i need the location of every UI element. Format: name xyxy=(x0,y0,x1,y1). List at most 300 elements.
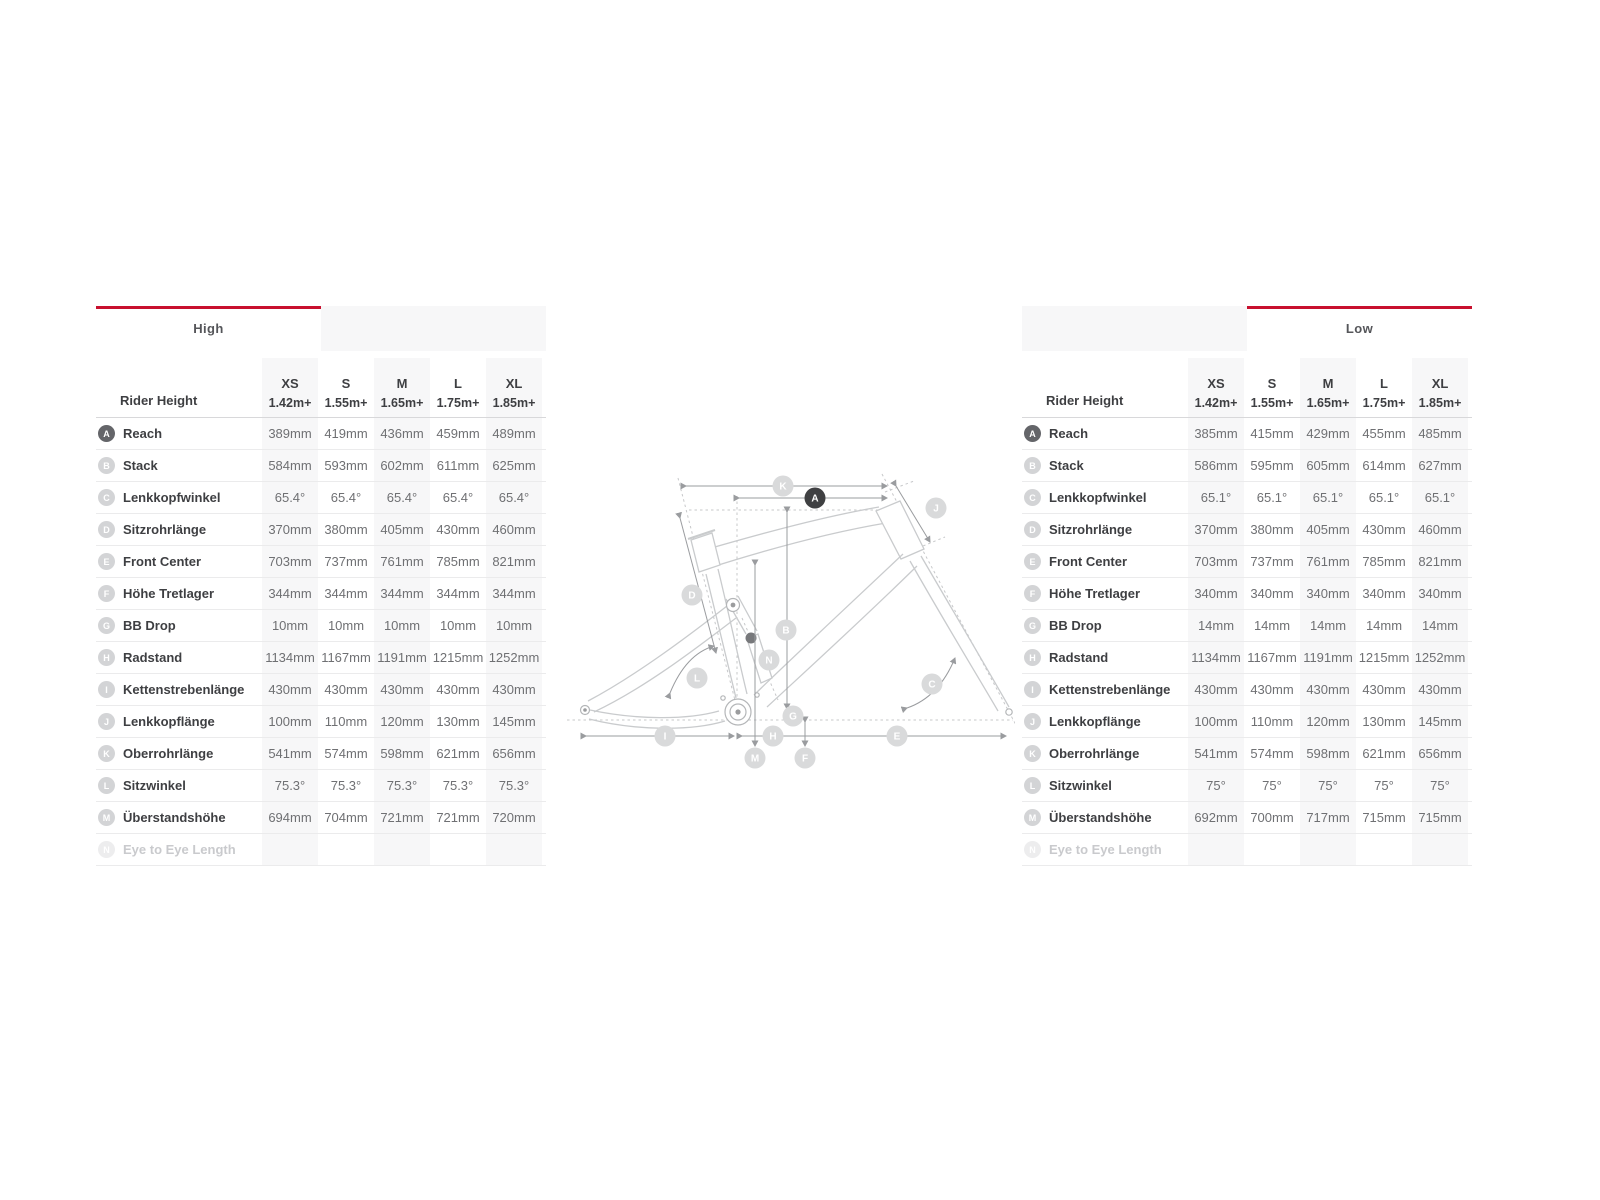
diagram-marker-h xyxy=(763,726,784,747)
value-cell: 717mm xyxy=(1300,802,1356,833)
value-cell: 65.1° xyxy=(1368,490,1400,505)
rider-height-header-cell xyxy=(1022,358,1188,417)
value-cell: 75° xyxy=(1262,778,1282,793)
svg-text:M: M xyxy=(750,753,760,765)
value-cell: 385mm xyxy=(1188,418,1244,449)
value-cell: 430mm xyxy=(1362,522,1406,537)
diagram-marker-n xyxy=(759,650,780,671)
geometry-row-j[interactable] xyxy=(1022,706,1472,738)
row-label-cell xyxy=(96,674,262,705)
value-cell: 694mm xyxy=(262,802,318,833)
value-cell: 65.1° xyxy=(1256,490,1288,505)
value-cell: 340mm xyxy=(1250,586,1294,601)
row-label: Oberrohrlänge xyxy=(123,746,214,761)
geometry-row-k[interactable] xyxy=(96,738,546,770)
value-cell xyxy=(374,834,430,865)
value-cell: 370mm xyxy=(262,514,318,545)
svg-text:B: B xyxy=(782,625,790,637)
row-letter-badge: M xyxy=(1024,809,1041,826)
row-letter-badge: F xyxy=(1024,585,1041,602)
value-cell: 455mm xyxy=(1362,426,1406,441)
row-label: Front Center xyxy=(123,554,201,569)
row-letter-badge: E xyxy=(1024,553,1041,570)
value-cell: 574mm xyxy=(324,746,368,761)
rider-height-value: 1.55m+ xyxy=(1250,396,1294,410)
value-cell xyxy=(430,834,486,865)
value-cell: 75.3° xyxy=(486,770,542,801)
tab-high[interactable] xyxy=(96,306,321,351)
row-letter-badge: H xyxy=(98,649,115,666)
row-letter-badge: I xyxy=(98,681,115,698)
row-letter-badge: K xyxy=(1024,745,1041,762)
tab-high-collapsed[interactable] xyxy=(1022,306,1247,351)
value-cell xyxy=(1188,834,1244,865)
row-label: Radstand xyxy=(1049,650,1109,665)
tab-low-label: Low xyxy=(1345,321,1374,336)
row-label-cell xyxy=(1022,770,1188,801)
svg-text:H: H xyxy=(769,731,777,743)
geometry-row-a[interactable] xyxy=(96,418,546,450)
value-cell: 602mm xyxy=(374,450,430,481)
value-cell: 1134mm xyxy=(262,642,318,673)
value-cell: 761mm xyxy=(374,546,430,577)
geometry-table-low xyxy=(1022,306,1472,866)
value-cell: 430mm xyxy=(436,682,480,697)
value-cell: 715mm xyxy=(1412,802,1468,833)
rider-height-value: 1.75m+ xyxy=(1362,396,1406,410)
value-cell: 656mm xyxy=(486,738,542,769)
geometry-row-e[interactable] xyxy=(96,546,546,578)
value-cell: 598mm xyxy=(1300,738,1356,769)
value-cell: 130mm xyxy=(1362,714,1406,729)
value-cell: 430mm xyxy=(436,522,480,537)
size-label: M xyxy=(396,376,408,391)
value-cell: 75.3° xyxy=(262,770,318,801)
row-label-cell xyxy=(96,770,262,801)
row-label-cell xyxy=(1022,578,1188,609)
value-cell: 785mm xyxy=(1362,554,1406,569)
bike-geometry-diagram xyxy=(565,448,1015,778)
row-label: Sitzrohrlänge xyxy=(1049,522,1133,537)
row-label: Sitzrohrlänge xyxy=(123,522,207,537)
value-cell: 14mm xyxy=(1188,610,1244,641)
row-label: Lenkkopflänge xyxy=(1049,714,1141,729)
value-cell: 344mm xyxy=(324,586,368,601)
size-label: XL xyxy=(1431,376,1449,391)
size-label: L xyxy=(454,376,462,391)
setting-tabs xyxy=(96,306,546,351)
rider-height-value: 1.85m+ xyxy=(492,396,536,410)
value-cell: 130mm xyxy=(436,714,480,729)
diagram-marker-c xyxy=(922,674,943,695)
row-label: Lenkkopfwinkel xyxy=(1049,490,1147,505)
value-cell: 459mm xyxy=(436,426,480,441)
value-cell: 430mm xyxy=(1250,682,1294,697)
row-label-cell xyxy=(96,642,262,673)
value-cell: 344mm xyxy=(262,578,318,609)
value-cell: 10mm xyxy=(486,610,542,641)
value-cell: 715mm xyxy=(1362,810,1406,825)
row-label-cell xyxy=(1022,546,1188,577)
svg-text:I: I xyxy=(663,731,667,743)
size-label: XS xyxy=(1207,376,1225,391)
row-label-cell xyxy=(1022,418,1188,449)
value-cell: 1191mm xyxy=(374,642,430,673)
svg-text:J: J xyxy=(933,503,939,515)
row-label: Reach xyxy=(123,426,163,441)
value-cell: 1134mm xyxy=(1188,642,1244,673)
geometry-row-m[interactable] xyxy=(1022,802,1472,834)
size-label: L xyxy=(1380,376,1388,391)
row-label-cell xyxy=(96,802,262,833)
diagram-marker-j xyxy=(926,498,947,519)
geometry-row-n xyxy=(1022,834,1472,866)
row-label-cell xyxy=(96,546,262,577)
row-label-cell xyxy=(1022,674,1188,705)
value-cell: 10mm xyxy=(262,610,318,641)
value-cell: 14mm xyxy=(1412,610,1468,641)
row-label: Lenkkopfwinkel xyxy=(123,490,221,505)
value-cell: 430mm xyxy=(374,674,430,705)
geometry-row-b[interactable] xyxy=(1022,450,1472,482)
row-label: Eye to Eye Length xyxy=(1049,842,1162,857)
size-label: S xyxy=(341,376,351,391)
size-column-header xyxy=(1356,358,1412,417)
frame-diagram-svg xyxy=(565,448,1015,778)
tab-low-collapsed[interactable] xyxy=(321,306,546,351)
row-label: Überstandshöhe xyxy=(1049,810,1152,825)
rider-height-label: Rider Height xyxy=(1046,393,1124,408)
frame-outline xyxy=(588,501,1009,728)
value-cell: 621mm xyxy=(1362,746,1406,761)
geometry-row-h[interactable] xyxy=(1022,642,1472,674)
value-cell: 737mm xyxy=(1250,554,1294,569)
setting-tabs xyxy=(1022,306,1472,351)
svg-text:N: N xyxy=(765,655,773,667)
size-label: M xyxy=(1322,376,1334,391)
value-cell: 344mm xyxy=(436,586,480,601)
geometry-row-l[interactable] xyxy=(96,770,546,802)
value-cell: 704mm xyxy=(324,810,368,825)
row-label-cell xyxy=(1022,450,1188,481)
value-cell: 65.1° xyxy=(1188,482,1244,513)
row-label: Stack xyxy=(1049,458,1084,473)
value-cell: 419mm xyxy=(324,426,368,441)
value-cell: 1252mm xyxy=(486,642,542,673)
value-cell: 65.4° xyxy=(262,482,318,513)
table-header xyxy=(96,358,546,418)
value-cell: 429mm xyxy=(1300,418,1356,449)
size-column-header xyxy=(262,358,318,417)
value-cell: 430mm xyxy=(324,682,368,697)
diagram-marker-g xyxy=(783,706,804,727)
geometry-row-j[interactable] xyxy=(96,706,546,738)
row-letter-badge: B xyxy=(98,457,115,474)
value-cell: 721mm xyxy=(374,802,430,833)
tab-high-label: High xyxy=(193,321,224,336)
row-label: Oberrohrlänge xyxy=(1049,746,1140,761)
value-cell: 584mm xyxy=(262,450,318,481)
value-cell: 737mm xyxy=(324,554,368,569)
table-body xyxy=(96,418,546,866)
rider-height-value: 1.42m+ xyxy=(268,396,312,410)
value-cell: 430mm xyxy=(262,674,318,705)
value-cell xyxy=(1300,834,1356,865)
value-cell: 430mm xyxy=(1300,674,1356,705)
geometry-row-d[interactable] xyxy=(1022,514,1472,546)
value-cell: 340mm xyxy=(1300,578,1356,609)
value-cell: 75° xyxy=(1412,770,1468,801)
value-cell: 65.4° xyxy=(442,490,474,505)
geometry-row-c[interactable] xyxy=(96,482,546,514)
value-cell: 627mm xyxy=(1412,450,1468,481)
value-cell: 430mm xyxy=(1188,674,1244,705)
value-cell: 65.4° xyxy=(486,482,542,513)
value-cell: 656mm xyxy=(1412,738,1468,769)
value-cell: 574mm xyxy=(1250,746,1294,761)
value-cell: 703mm xyxy=(262,546,318,577)
geometry-row-f[interactable] xyxy=(1022,578,1472,610)
svg-text:C: C xyxy=(928,679,936,691)
value-cell: 75.3° xyxy=(374,770,430,801)
size-column-header xyxy=(486,358,542,417)
row-label-cell xyxy=(96,834,262,865)
size-label: XL xyxy=(505,376,523,391)
row-label: BB Drop xyxy=(123,618,176,633)
geometry-row-k[interactable] xyxy=(1022,738,1472,770)
geometry-row-a[interactable] xyxy=(1022,418,1472,450)
rider-height-value: 1.55m+ xyxy=(324,396,368,410)
geometry-row-h[interactable] xyxy=(96,642,546,674)
row-label-cell xyxy=(1022,514,1188,545)
value-cell: 75.3° xyxy=(442,778,474,793)
row-letter-badge: N xyxy=(1024,841,1041,858)
geometry-row-i[interactable] xyxy=(96,674,546,706)
geometry-row-f[interactable] xyxy=(96,578,546,610)
geometry-row-b[interactable] xyxy=(96,450,546,482)
value-cell: 344mm xyxy=(374,578,430,609)
value-cell: 785mm xyxy=(436,554,480,569)
value-cell: 100mm xyxy=(262,706,318,737)
value-cell: 611mm xyxy=(436,458,480,473)
value-cell: 145mm xyxy=(1412,706,1468,737)
value-cell: 10mm xyxy=(327,618,365,633)
value-cell: 593mm xyxy=(324,458,368,473)
value-cell: 405mm xyxy=(1300,514,1356,545)
row-letter-badge: B xyxy=(1024,457,1041,474)
svg-text:K: K xyxy=(779,481,787,493)
value-cell: 110mm xyxy=(1250,714,1294,729)
size-column-header xyxy=(1244,358,1300,417)
svg-text:L: L xyxy=(693,673,701,685)
frame-pivots xyxy=(581,599,1013,726)
svg-text:A: A xyxy=(811,493,819,505)
row-letter-badge: E xyxy=(98,553,115,570)
geometry-row-g[interactable] xyxy=(96,610,546,642)
row-letter-badge: G xyxy=(98,617,115,634)
value-cell: 721mm xyxy=(436,810,480,825)
value-cell: 415mm xyxy=(1250,426,1294,441)
row-label-cell xyxy=(1022,642,1188,673)
row-label-cell xyxy=(1022,482,1188,513)
row-label: Kettenstrebenlänge xyxy=(123,682,245,697)
rider-height-value: 1.42m+ xyxy=(1194,396,1238,410)
diagram-marker-m xyxy=(745,748,766,769)
value-cell: 405mm xyxy=(374,514,430,545)
row-label: Lenkkopflänge xyxy=(123,714,215,729)
rider-height-value: 1.65m+ xyxy=(380,396,424,410)
diagram-marker-i xyxy=(655,726,676,747)
svg-text:E: E xyxy=(893,731,901,743)
value-cell: 605mm xyxy=(1300,450,1356,481)
row-label-cell xyxy=(1022,834,1188,865)
geometry-row-m[interactable] xyxy=(96,802,546,834)
rider-height-header-cell xyxy=(96,358,262,417)
row-label: Front Center xyxy=(1049,554,1127,569)
value-cell: 460mm xyxy=(1412,514,1468,545)
row-letter-badge: I xyxy=(1024,681,1041,698)
value-cell: 75° xyxy=(1188,770,1244,801)
value-cell: 625mm xyxy=(486,450,542,481)
tab-low[interactable] xyxy=(1247,306,1472,351)
row-letter-badge: D xyxy=(98,521,115,538)
row-label-cell xyxy=(96,418,262,449)
row-label-cell xyxy=(96,706,262,737)
svg-text:F: F xyxy=(801,753,809,765)
value-cell: 10mm xyxy=(374,610,430,641)
value-cell: 821mm xyxy=(486,546,542,577)
row-label-cell xyxy=(96,450,262,481)
size-column-header xyxy=(318,358,374,417)
row-label: BB Drop xyxy=(1049,618,1102,633)
value-cell: 120mm xyxy=(374,706,430,737)
value-cell: 1252mm xyxy=(1412,642,1468,673)
row-label-cell xyxy=(96,738,262,769)
value-cell xyxy=(1356,834,1412,865)
size-column-header xyxy=(1300,358,1356,417)
row-letter-badge: N xyxy=(98,841,115,858)
value-cell: 692mm xyxy=(1188,802,1244,833)
size-label: XS xyxy=(281,376,299,391)
row-letter-badge: C xyxy=(98,489,115,506)
row-label: Überstandshöhe xyxy=(123,810,226,825)
row-label-cell xyxy=(96,610,262,641)
row-letter-badge: K xyxy=(98,745,115,762)
value-cell: 75° xyxy=(1374,778,1394,793)
value-cell: 14mm xyxy=(1253,618,1291,633)
value-cell: 489mm xyxy=(486,418,542,449)
value-cell: 703mm xyxy=(1188,546,1244,577)
size-label: S xyxy=(1267,376,1277,391)
value-cell: 1215mm xyxy=(1358,650,1410,665)
row-letter-badge: L xyxy=(98,777,115,794)
value-cell: 120mm xyxy=(1300,706,1356,737)
diagram-marker-l xyxy=(687,668,708,689)
value-cell: 389mm xyxy=(262,418,318,449)
diagram-marker-d xyxy=(682,585,703,606)
diagram-marker-k xyxy=(773,476,794,497)
value-cell: 430mm xyxy=(486,674,542,705)
row-label: Stack xyxy=(123,458,158,473)
diagram-marker-e xyxy=(887,726,908,747)
value-cell: 1167mm xyxy=(321,650,371,665)
value-cell: 370mm xyxy=(1188,514,1244,545)
row-label: Höhe Tretlager xyxy=(123,586,215,601)
row-label: Kettenstrebenlänge xyxy=(1049,682,1171,697)
row-label: Eye to Eye Length xyxy=(123,842,236,857)
row-label: Radstand xyxy=(123,650,183,665)
rider-height-value: 1.65m+ xyxy=(1306,396,1350,410)
value-cell xyxy=(318,834,374,865)
value-cell: 720mm xyxy=(486,802,542,833)
rider-height-value: 1.75m+ xyxy=(436,396,480,410)
rider-height-label: Rider Height xyxy=(120,393,198,408)
construction-lines xyxy=(567,474,1015,725)
value-cell: 65.4° xyxy=(330,490,362,505)
row-letter-badge: J xyxy=(1024,713,1041,730)
value-cell: 485mm xyxy=(1412,418,1468,449)
row-label-cell xyxy=(96,578,262,609)
value-cell: 75° xyxy=(1300,770,1356,801)
value-cell xyxy=(262,834,318,865)
value-cell: 14mm xyxy=(1365,618,1403,633)
value-cell: 75.3° xyxy=(330,778,362,793)
geometry-row-d[interactable] xyxy=(96,514,546,546)
value-cell: 110mm xyxy=(324,714,368,729)
row-label-cell xyxy=(1022,738,1188,769)
value-cell: 380mm xyxy=(324,522,368,537)
value-cell: 598mm xyxy=(374,738,430,769)
value-cell: 621mm xyxy=(436,746,480,761)
row-label: Reach xyxy=(1049,426,1089,441)
value-cell xyxy=(1412,834,1468,865)
row-label: Sitzwinkel xyxy=(1049,778,1112,793)
value-cell: 541mm xyxy=(262,738,318,769)
value-cell: 340mm xyxy=(1412,578,1468,609)
size-column-header xyxy=(1412,358,1468,417)
row-letter-badge: D xyxy=(1024,521,1041,538)
row-letter-badge: H xyxy=(1024,649,1041,666)
svg-text:G: G xyxy=(789,711,797,723)
geometry-row-n xyxy=(96,834,546,866)
value-cell: 430mm xyxy=(1362,682,1406,697)
value-cell: 1191mm xyxy=(1300,642,1356,673)
value-cell: 430mm xyxy=(1412,674,1468,705)
value-cell: 541mm xyxy=(1188,738,1244,769)
row-letter-badge: A xyxy=(98,425,115,442)
value-cell: 65.4° xyxy=(374,482,430,513)
rider-height-value: 1.85m+ xyxy=(1418,396,1462,410)
size-column-header xyxy=(374,358,430,417)
diagram-marker-f xyxy=(795,748,816,769)
diagram-marker-a xyxy=(805,488,826,509)
value-cell: 14mm xyxy=(1300,610,1356,641)
geometry-row-l[interactable] xyxy=(1022,770,1472,802)
row-label-cell xyxy=(96,514,262,545)
geometry-row-c[interactable] xyxy=(1022,482,1472,514)
geometry-row-g[interactable] xyxy=(1022,610,1472,642)
row-label-cell xyxy=(1022,706,1188,737)
geometry-row-e[interactable] xyxy=(1022,546,1472,578)
row-letter-badge: A xyxy=(1024,425,1041,442)
diagram-marker-b xyxy=(776,620,797,641)
row-label-cell xyxy=(1022,610,1188,641)
value-cell: 700mm xyxy=(1250,810,1294,825)
row-letter-badge: F xyxy=(98,585,115,602)
value-cell: 761mm xyxy=(1300,546,1356,577)
geometry-row-i[interactable] xyxy=(1022,674,1472,706)
row-label-cell xyxy=(1022,802,1188,833)
